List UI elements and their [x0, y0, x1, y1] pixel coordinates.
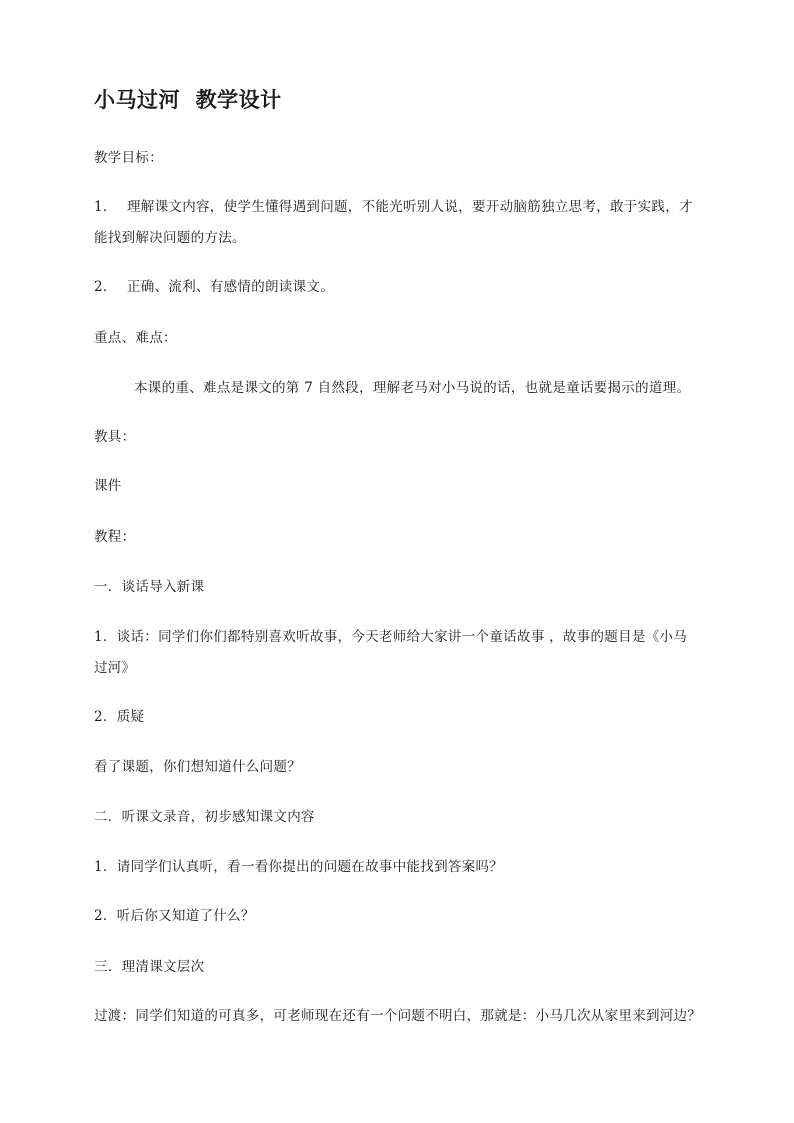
section-2-item-1: 1．请同学们认真听，看一看你提出的问题在故事中能找到答案吗？	[94, 859, 504, 875]
objectives-heading: 教学目标：	[94, 150, 163, 166]
key-points-heading: 重点、难点：	[94, 330, 177, 346]
objective-1-number: 1．	[94, 199, 117, 215]
process-heading: 教程：	[94, 529, 136, 545]
section-1-heading: 一．谈话导入新课	[94, 579, 205, 595]
objective-2-text: 正确、流利、有感情的朗读课文。	[127, 279, 334, 295]
section-1-item-1-line-1: 1．谈话：同学们你们都特别喜欢听故事，今天老师给大家讲一个童话故事 ，故事的题目是《小马	[94, 629, 688, 645]
tools-heading: 教具：	[94, 429, 136, 445]
section-1-item-1-line-2: 过河》	[94, 660, 136, 676]
section-2-heading: 二．听课文录音，初步感知课文内容	[94, 809, 315, 825]
document-title: 小马过河 教学设计	[94, 87, 282, 112]
objective-1-line-2: 能找到解决问题的方法。	[94, 230, 246, 246]
transition-text: 过渡：同学们知道的可真多，可老师现在还有一个问题不明白，那就是：小马几次从家里来到河边？	[94, 1008, 702, 1024]
section-1-item-2: 2．质疑	[94, 709, 145, 725]
objective-2-number: 2．	[94, 279, 117, 295]
objective-2	[94, 275, 334, 295]
section-1-item-2-text: 看了课题，你们想知道什么问题？	[94, 759, 301, 775]
objective-1-text: 理解课文内容，使学生懂得遇到问题，不能光听别人说，要开动脑筋独立思考，敢于实践，才	[127, 199, 693, 215]
section-3-heading: 三．理清课文层次	[94, 959, 205, 975]
section-2-item-2: 2．听后你又知道了什么？	[94, 908, 255, 924]
tools-text: 课件	[94, 478, 122, 494]
objective-1-line-1	[94, 195, 693, 215]
key-points-text: 本课的重、难点是课文的第 7 自然段，理解老马对小马说的话，也就是童话要揭示的道理。	[134, 380, 691, 396]
